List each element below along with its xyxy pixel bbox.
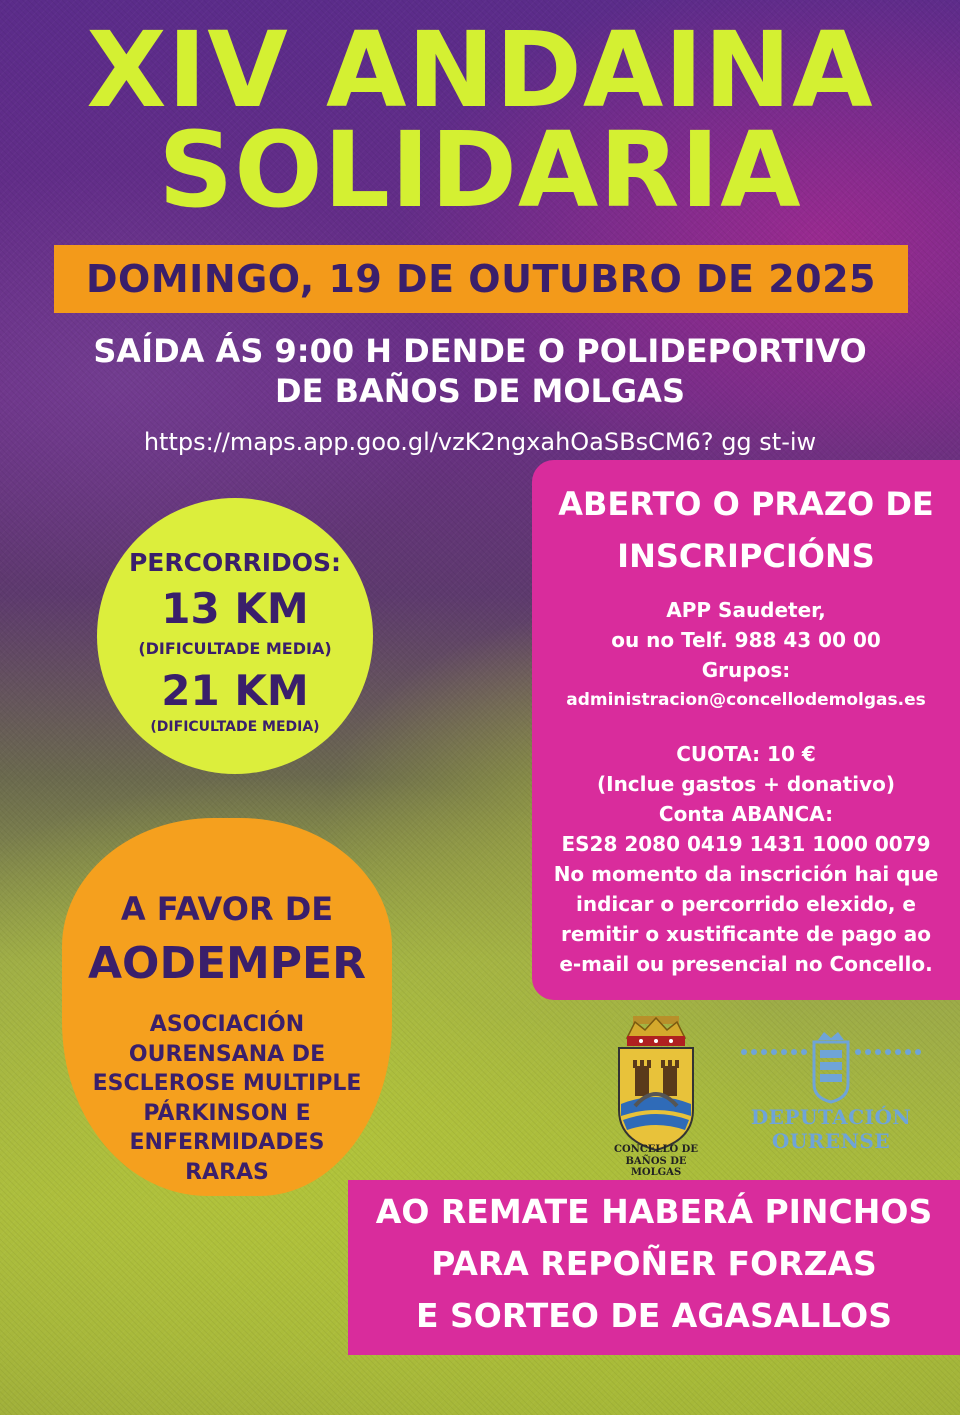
beneficiary-heading: A FAVOR DE: [120, 890, 334, 928]
deputacion-emblem-icon: [736, 1030, 926, 1104]
concello-name-line-1: CONCELLO DE: [614, 1144, 698, 1155]
coat-of-arms-icon: [605, 1016, 707, 1156]
concello-name-line-2: BAÑOS DE MOLGAS: [625, 1156, 687, 1178]
title-line-1: XIV ANDAINA: [86, 9, 874, 131]
beneficiary-description: [62, 1010, 392, 1187]
registration-instruction: remitir o xustificante de pago ao: [561, 922, 931, 946]
registration-instruction: No momento da inscrición hai que: [553, 862, 939, 886]
beneficiary-bubble: [62, 818, 392, 1196]
beneficiary-desc-line: ESCLEROSE MULTIPLE: [92, 1071, 362, 1096]
registration-fee-note: (Inclue gastos + donativo): [596, 772, 896, 796]
beneficiary-desc-line: PÁRKINSON E: [143, 1100, 311, 1126]
beneficiary-desc-line: ENFERMIDADES: [129, 1130, 325, 1155]
registration-title-line-2: INSCRIPCIÓNS: [617, 537, 875, 575]
beneficiary-org: AODEMPER: [87, 938, 366, 989]
registration-account-label: Conta ABANCA:: [658, 802, 834, 826]
beneficiary-desc-line: ASOCIACIÓN: [149, 1012, 305, 1037]
registration-title: [532, 478, 960, 582]
registration-title-line-1: ABERTO O PRAZO DE: [558, 485, 934, 523]
registration-groups-label: Grupos:: [701, 658, 791, 682]
closing-banner: [348, 1180, 960, 1355]
closing-line-3: E SORTEO DE AGASALLOS: [416, 1296, 892, 1335]
closing-line-1: AO REMATE HABERÁ PINCHOS: [375, 1192, 933, 1231]
concello-logo: [605, 1016, 707, 1176]
beneficiary-desc-line: RARAS: [185, 1159, 269, 1185]
registration-fee: CUOTA: 10 €: [676, 742, 816, 766]
title-line-2: SOLIDARIA: [158, 109, 802, 231]
start-info-line-2: DE BAÑOS DE MOLGAS: [275, 372, 685, 410]
registration-app: APP Saudeter,: [666, 598, 826, 622]
registration-instruction: indicar o percorrido elexido, e: [575, 892, 916, 916]
closing-line-2: PARA REPOÑER FORZAS: [431, 1244, 877, 1283]
spacer: [532, 715, 960, 739]
registration-email[interactable]: administracion@concellodemolgas.es: [566, 690, 926, 710]
deputacion-logo: [736, 1030, 926, 1160]
route-2-difficulty: (DIFICULTADE MEDIA): [150, 719, 320, 735]
routes-circle: [97, 498, 373, 774]
registration-instruction: e-mail ou presencial no Concello.: [559, 952, 933, 976]
registration-panel: [532, 460, 960, 1000]
registration-iban: ES28 2080 0419 1431 1000 0079: [561, 832, 931, 856]
beneficiary-desc-line: OURENSANA DE: [128, 1041, 326, 1067]
route-1-difficulty: (DIFICULTADE MEDIA): [138, 639, 332, 658]
map-link[interactable]: https://maps.app.goo.gl/vzK2ngxahOaSBsCM6? gg st-iw: [143, 428, 817, 456]
deputacion-name-line-1: DEPUTACIÓN: [750, 1105, 912, 1129]
registration-phone[interactable]: ou no Telf. 988 43 00 00: [611, 628, 881, 652]
event-date: DOMINGO, 19 DE OUTUBRO DE 2025: [86, 257, 876, 301]
routes-label: PERCORRIDOS:: [128, 548, 342, 577]
route-1-distance: 13 KM: [161, 584, 309, 633]
route-2-distance: 21 KM: [161, 666, 309, 715]
start-info-line-1: SAÍDA ÁS 9:00 H DENDE O POLIDEPORTIVO: [93, 332, 867, 370]
registration-info: [532, 595, 960, 979]
deputacion-name-line-2: OURENSE: [771, 1129, 891, 1153]
date-banner: [54, 245, 908, 313]
